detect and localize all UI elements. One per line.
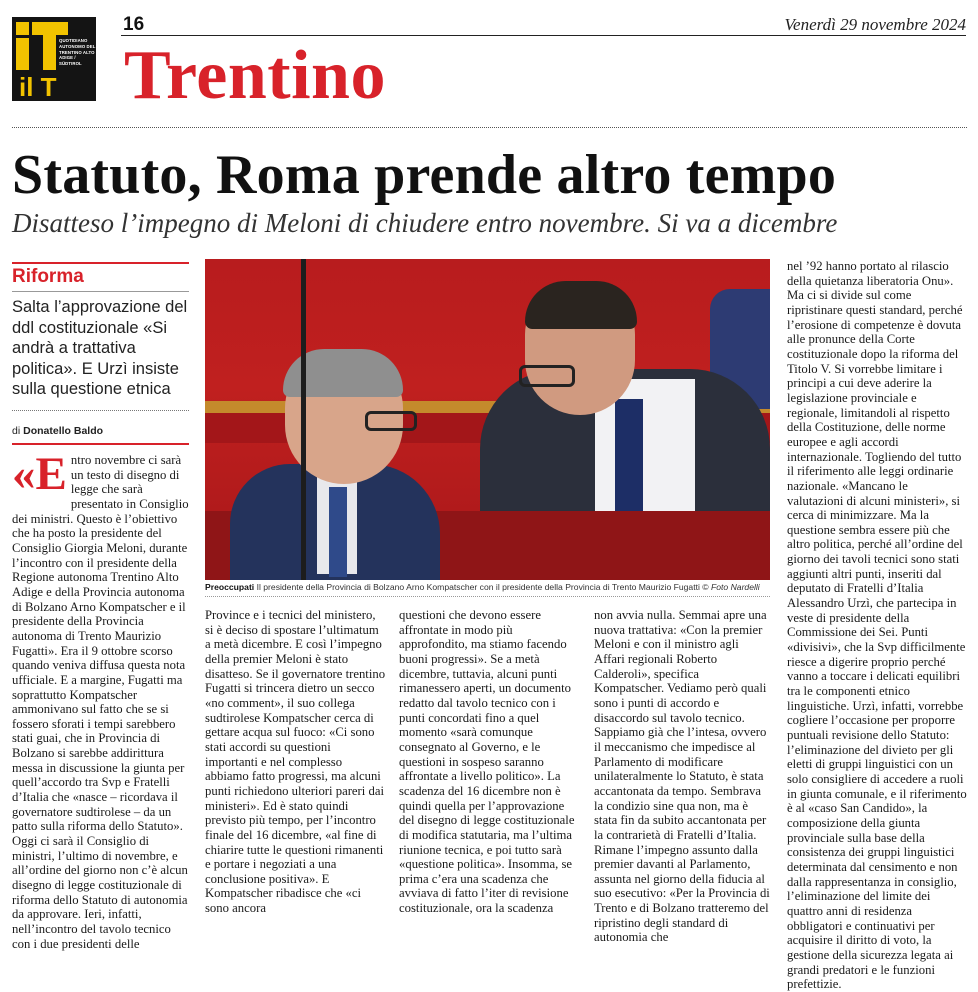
section-divider bbox=[12, 127, 967, 128]
caption-credit: Foto Nardelli bbox=[711, 582, 760, 592]
article-summary: Salta l’approvazione del ddl costituzionale «Si andrà a trattativa politica». E Urzì insiste sulla questione etnica bbox=[12, 298, 188, 398]
byline bbox=[12, 425, 103, 437]
issue-date: Venerdì 29 novembre 2024 bbox=[784, 15, 966, 34]
caption-label: Preoccupati bbox=[205, 582, 255, 592]
column-5-text: nel ’92 hanno portato al rilascio della quietanza liberatoria Onu». Ma ci si divide sul come ripristinare questi standard, perché l’erosione di competenze è dovuta alle pronunce della Corte costituzionale dopo la riforma del Titolo V. Si vorrebbe limitare i principi a cui deve aderire la legislazione provinciale e regionale, limitandoli al rispetto della Costituzione, delle norme europee e agli accordi internazionale. Togliendo del tutto il riferimento alle leggi ordinarie nazionale. «Mancano le valutazioni di alcuni ministeri», si cerca di minimizzare. Ma la questione sembra essere più che altro politica, perché all’ordine del giorno dei tavoli tecnici sono stati aggiunti altri punti, inseriti dal deputato di Fratelli d’Italia Alessandro Urzì, che partecipa in veste di presidente della Commissione dei Sei. Punti «divisivi», che la Svp difficilmente riesce a digerire proprio perché vanno a toccare i delicati equilibri tra le componenti etnico linguistiche. Urzì, infatti, vorrebbe cogliere l’occasione per proporre puntuali revisione dello Statuto: l’eliminazione del divieto per gli eletti di gruppi linguistici con un solo consigliere di accedere a ruoli in giunta comunale, e il riferimento è al «caso San Candido», la composizione della giunta provinciale sulla base della consistenza dei gruppi linguistici determinata dal censimento e non dalla rappresentanza in consiglio, l’eliminazione del limite dei quattro anni di residenza obbligatori e continuativi per acquisire il diritto di voto, la gestione della sicurezza legata ai grandi predatori e le funzioni prefettizie. bbox=[787, 259, 967, 992]
byline-prefix: di bbox=[12, 425, 21, 437]
column-3-text: questioni che devono essere affrontate in modo più approfondito, ma stiamo facendo buoni progressi». Se a metà dicembre, tuttavia, alcuni punti rimanessero aperti, un documento redatto dal tavolo tecnico con i punti concordati fino a quel momento «sarà comunque consegnato al Governo, e le questioni in sospeso saranno affrontate a livello politico». La scadenza del 16 dicembre non è quindi quella per l’approvazione del disegno di legge costituzionale di modifica statutaria, ma l’ultima riunione tecnica, e poi tutto sarà «questione politica». Insomma, se prima c’era una scadenza che avviava di fatto l’iter di revisione costituzionale, ora la scadenza bbox=[399, 608, 575, 916]
byline-rule bbox=[12, 443, 189, 445]
byline-author: Donatello Baldo bbox=[23, 425, 104, 437]
kicker-rule-top bbox=[12, 262, 189, 264]
column-2-text: Province e i tecnici del ministero, si è deciso di spostare l’ultimatum a metà dicembre. E così l’impegno della premier Meloni è stato disatteso. Se il governatore trentino Fugatti si trincera dietro un secco «no comment», il suo collega sudtirolese Kompatscher cerca di gettare acqua sul fuoco: «Ci sono stati accordi su questioni importanti e nel complesso abbiamo fatto progressi, ma alcuni punti richiedono ulteriori pareri dai ministeri». Ed è stato quindi previsto più tempo, per l’incontro finale del 16 dicembre, «al fine di chiarire tutte le questioni rimanenti e portare i negoziati a una conclusione positiva». E Kompatscher ribadisce che «ci sono ancora bbox=[205, 608, 386, 916]
logo-tagline: QUOTIDIANO AUTONOMO DEL TRENTINO ALTO ADIGE / SÜDTIROL bbox=[59, 38, 96, 67]
body-column-1 bbox=[12, 448, 190, 951]
drop-cap: «E bbox=[12, 448, 67, 500]
body-column-2 bbox=[205, 608, 386, 916]
caption-rule bbox=[205, 596, 770, 597]
logo-wordmark: il T bbox=[19, 72, 57, 101]
page-number: 16 bbox=[123, 14, 145, 35]
body-column-3 bbox=[399, 608, 581, 916]
section-title: Trentino bbox=[124, 37, 386, 114]
kicker-rule-bottom bbox=[12, 291, 189, 292]
column-1-text: ntro novembre ci sarà un testo di disegno di legge che sarà presentato in Consiglio dei ministri. Questo è l’obiettivo che ha posto la presidente del Consiglio Giorgia Meloni, durante l’incontro con il presidente della Regione autonoma Trentino Alto Adige e della Provincia autonoma di Bolzano Arno Kompatscher e il presidente della Provincia autonoma di Trento Maurizio Fugatti». Era il 9 ottobre scorso quando veniva diffusa questa nota ufficiale. E a margine, Fugatti ma soprattutto Kompatscher ammonivano sul fatto che se si fossero sforati i tempi sarebbero stati guai, che in Provincia di Bolzano si sarebbe addirittura messa in discussione la giunta per quell’accordo tra Svp e Fratelli d’Italia che «nasce – ricordava il governatore sudtirolese – da un patto sulla riforma dello Statuto». Oggi ci sarà il Consiglio di ministri, l’ultimo di novembre, e all’ordine del giorno non c’è alcun disegno di legge costituzionale di riforma dello Statuto di autonomia da approvare. Ieri, infatti, nell’incontro del tavolo tecnico con i due presidenti delle bbox=[12, 453, 189, 951]
body-column-4 bbox=[594, 608, 772, 945]
article-kicker: Riforma bbox=[12, 266, 84, 287]
photo-caption bbox=[205, 582, 770, 592]
article-photo bbox=[205, 259, 770, 580]
body-column-5 bbox=[787, 259, 967, 992]
article-headline: Statuto, Roma prende altro tempo bbox=[12, 144, 837, 206]
article-subheadline: Disatteso l’impegno di Meloni di chiudere entro novembre. Si va a dicembre bbox=[12, 208, 838, 238]
caption-text: Il presidente della Provincia di Bolzano Arno Kompatscher con il presidente della Provincia di Trento Maurizio Fugatti © bbox=[256, 582, 709, 592]
column-4-text: non avvia nulla. Semmai apre una nuova trattativa: «Con la premier Meloni e con il ministro agli Affari regionali Roberto Calderoli», specifica Kompatscher. Vediamo però quali sono i punti di accordo e disaccordo sul tavolo tecnico. Sappiamo già che l’intesa, ovvero il meccanismo che impedisce al Parlamento di modificare unilateralmente lo Statuto, è stata accantonata da tempo. Sembrava la condizio sine qua non, ma è stata fin da subito accantonata per la contrarietà di Fratelli d’Italia. Rimane l’impegno assunto dalla premier davanti al Parlamento, assunta nel giorno della fiducia al suo esecutivo: «Per la Provincia di Trento e di Bolzano tratteremo del ripristino degli standard di autonomia che bbox=[594, 608, 770, 945]
header-rule bbox=[121, 35, 966, 36]
byline-divider bbox=[12, 410, 189, 411]
newspaper-logo bbox=[12, 17, 96, 101]
